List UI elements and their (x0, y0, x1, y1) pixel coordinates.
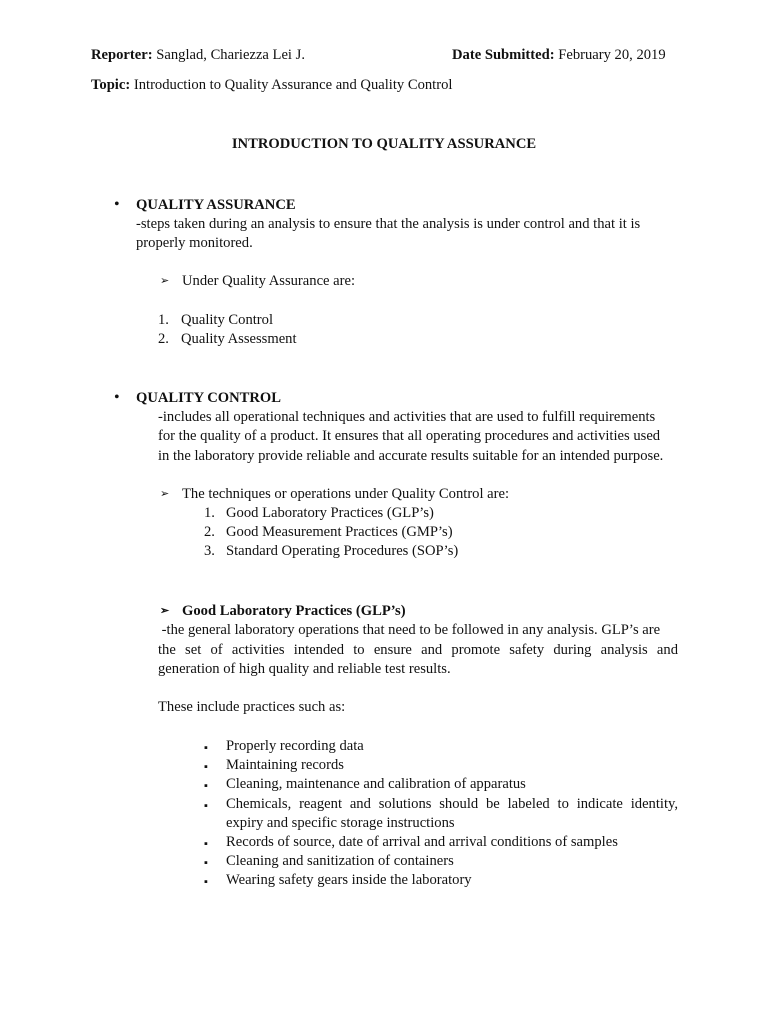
qc-desc-line-2: for the quality of a product. It ensures that all operating procedures and activities used (158, 428, 661, 444)
date-line (452, 46, 666, 65)
bullet-icon: • (114, 389, 120, 406)
list-number: 2. (158, 331, 169, 347)
list-number: 1. (158, 312, 169, 328)
qc-sub-intro-text: The techniques or operations under Quality Control are: (182, 486, 510, 502)
list-item: Quality Assessment (181, 331, 297, 347)
topic-label: Topic: (91, 77, 131, 93)
practice-item: Properly recording data (226, 738, 364, 754)
square-bullet-icon: ▪ (204, 761, 208, 773)
square-bullet-icon: ▪ (204, 800, 208, 812)
topic-value: Introduction to Quality Assurance and Quality Control (133, 77, 453, 93)
qc-heading: QUALITY CONTROL (136, 390, 282, 406)
square-bullet-icon: ▪ (204, 780, 208, 792)
arrow-bullet-icon: ➢ (160, 605, 170, 617)
arrow-bullet-icon: ➢ (160, 275, 170, 287)
bullet-icon: • (114, 196, 120, 213)
glp-heading: Good Laboratory Practices (GLP’s) (182, 603, 406, 619)
practice-item: Records of source, date of arrival and arrival conditions of samples (226, 834, 618, 850)
square-bullet-icon: ▪ (204, 876, 208, 888)
glp-desc-line-3: generation of high quality and reliable test results. (158, 661, 451, 677)
qa-heading: QUALITY ASSURANCE (136, 197, 296, 213)
page-title: INTRODUCTION TO QUALITY ASSURANCE (231, 136, 537, 152)
practice-item: Cleaning, maintenance and calibration of apparatus (226, 776, 526, 792)
glp-desc-line-1: -the general laboratory operations that need to be followed in any analysis. GLP’s are (158, 622, 661, 638)
reporter-value: Sanglad, Chariezza Lei J. (156, 47, 305, 63)
practices-intro: These include practices such as: (158, 699, 346, 715)
topic-line (91, 76, 452, 95)
list-item: Standard Operating Procedures (SOP’s) (226, 543, 459, 559)
list-item: Good Measurement Practices (GMP’s) (226, 524, 453, 540)
arrow-bullet-icon: ➢ (160, 488, 170, 500)
practice-item: Chemicals, reagent and solutions should be labeled to indicate identity, (226, 796, 678, 812)
glp-desc-line-2: the set of activities intended to ensure and promote safety during analysis and (158, 642, 678, 658)
qc-desc-line-3: in the laboratory provide reliable and accurate results suitable for an intended purpose. (158, 448, 664, 464)
reporter-label: Reporter: (91, 47, 153, 63)
qc-sub-intro (160, 485, 509, 504)
list-number: 3. (204, 543, 215, 559)
practice-item-continued: expiry and specific storage instructions (226, 815, 455, 831)
qa-sub-intro (160, 272, 355, 291)
date-value: February 20, 2019 (558, 47, 666, 63)
square-bullet-icon: ▪ (204, 742, 208, 754)
glp-heading-line (160, 602, 406, 621)
square-bullet-icon: ▪ (204, 838, 208, 850)
practice-item: Cleaning and sanitization of containers (226, 853, 454, 869)
list-number: 2. (204, 524, 215, 540)
qc-desc-line-1: -includes all operational techniques and activities that are used to fulfill requirements (158, 409, 656, 425)
date-label: Date Submitted: (452, 47, 555, 63)
qa-desc-line-2: properly monitored. (136, 235, 253, 251)
practice-item: Wearing safety gears inside the laboratory (226, 872, 472, 888)
qa-desc-line-1: -steps taken during an analysis to ensure that the analysis is under control and that it is (136, 216, 641, 232)
list-item: Good Laboratory Practices (GLP’s) (226, 505, 434, 521)
list-number: 1. (204, 505, 215, 521)
practice-item: Maintaining records (226, 757, 344, 773)
qa-sub-intro-text: Under Quality Assurance are: (182, 273, 356, 289)
list-item: Quality Control (181, 312, 274, 328)
reporter-line (91, 46, 305, 65)
square-bullet-icon: ▪ (204, 857, 208, 869)
